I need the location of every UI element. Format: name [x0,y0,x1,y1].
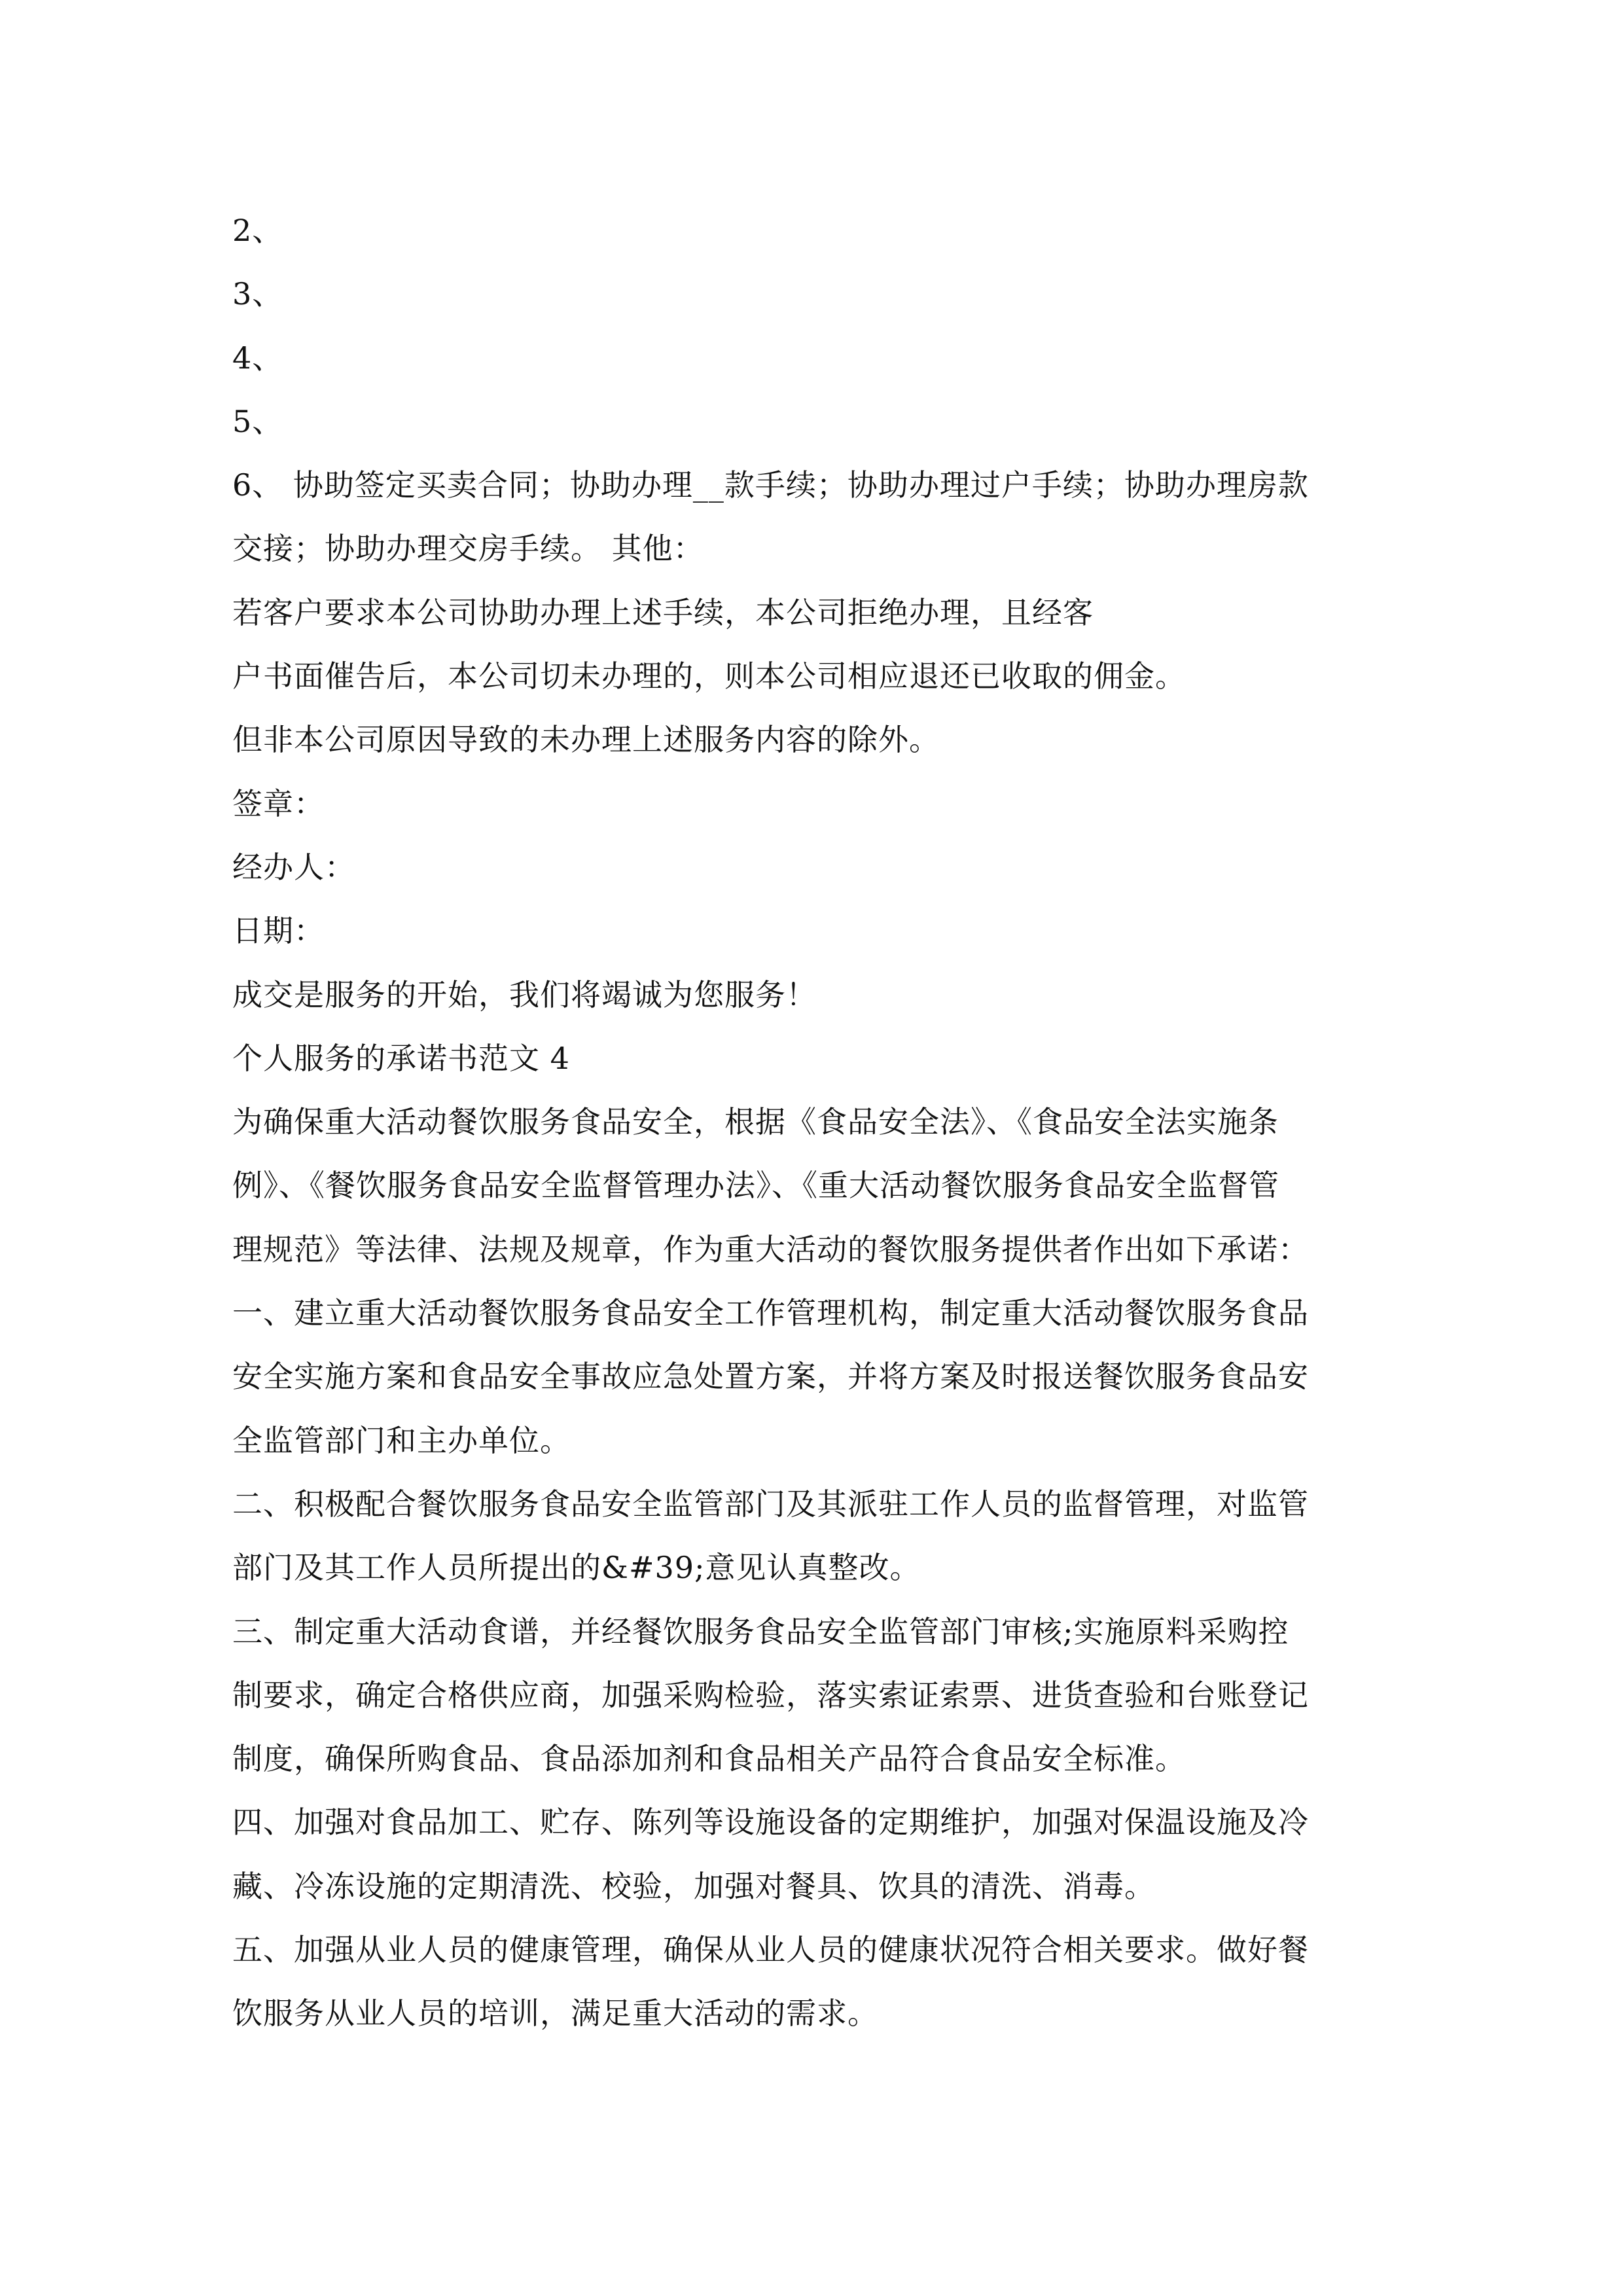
text-line: 例》、《餐饮服务食品安全监督管理办法》、《重大活动餐饮服务食品安全监督管 [232,1168,1279,1204]
text-line: 成交是服务的开始，我们将竭诚为您服务！ [232,977,817,1013]
text-line: 6、 协助签定买卖合同；协助办理__款手续；协助办理过户手续；协助办理房款 [232,467,1309,503]
text-line: 制度，确保所购食品、食品添加剂和食品相关产品符合食品安全标准。 [232,1741,1186,1777]
text-line: 一、建立重大活动餐饮服务食品安全工作管理机构，制定重大活动餐饮服务食品 [232,1295,1309,1331]
text-line: 交接；协助办理交房手续。 其他： [232,531,704,567]
text-line: 饮服务从业人员的培训，满足重大活动的需求。 [232,1996,878,2032]
text-line: 个人服务的承诺书范文 4 [232,1040,570,1076]
text-line: 五、加强从业人员的健康管理，确保从业人员的健康状况符合相关要求。做好餐 [232,1932,1309,1968]
text-line: 三、制定重大活动食谱，并经餐饮服务食品安全监管部门审核;实施原料采购控 [232,1613,1289,1649]
text-line: 若客户要求本公司协助办理上述手续，本公司拒绝办理，且经客 [232,594,1094,630]
text-line: 但非本公司原因导致的未办理上述服务内容的除外。 [232,722,940,758]
text-line: 制要求，确定合格供应商，加强采购检验，落实索证索票、进货查验和台账登记 [232,1677,1309,1713]
text-line: 签章： [232,785,325,821]
text-line: 户书面催告后，本公司切未办理的，则本公司相应退还已收取的佣金。 [232,658,1186,694]
text-line: 部门及其工作人员所提出的&#39;意见认真整改。 [232,1550,921,1586]
text-line: 日期： [232,913,325,949]
text-line: 二、积极配合餐饮服务食品安全监管部门及其派驻工作人员的监督管理，对监管 [232,1486,1309,1522]
text-line: 理规范》等法律、法规及规章，作为重大活动的餐饮服务提供者作出如下承诺： [232,1231,1309,1267]
text-line: 3、 [232,276,283,312]
text-line: 为确保重大活动餐饮服务食品安全，根据《食品安全法》、《食品安全法实施条 [232,1104,1279,1140]
text-line: 藏、冷冻设施的定期清洗、校验，加强对餐具、饮具的清洗、消毒。 [232,1868,1155,1904]
text-line: 全监管部门和主办单位。 [232,1422,571,1458]
text-line: 2、 [232,213,283,248]
text-line: 安全实施方案和食品安全事故应急处置方案，并将方案及时报送餐饮服务食品安 [232,1359,1309,1395]
text-line: 4、 [232,340,283,376]
text-line: 5、 [232,403,283,439]
text-line: 经办人： [232,849,355,885]
document-text-block [232,199,1389,2046]
text-line: 四、加强对食品加工、贮存、陈列等设施设备的定期维护，加强对保温设施及冷 [232,1804,1309,1840]
